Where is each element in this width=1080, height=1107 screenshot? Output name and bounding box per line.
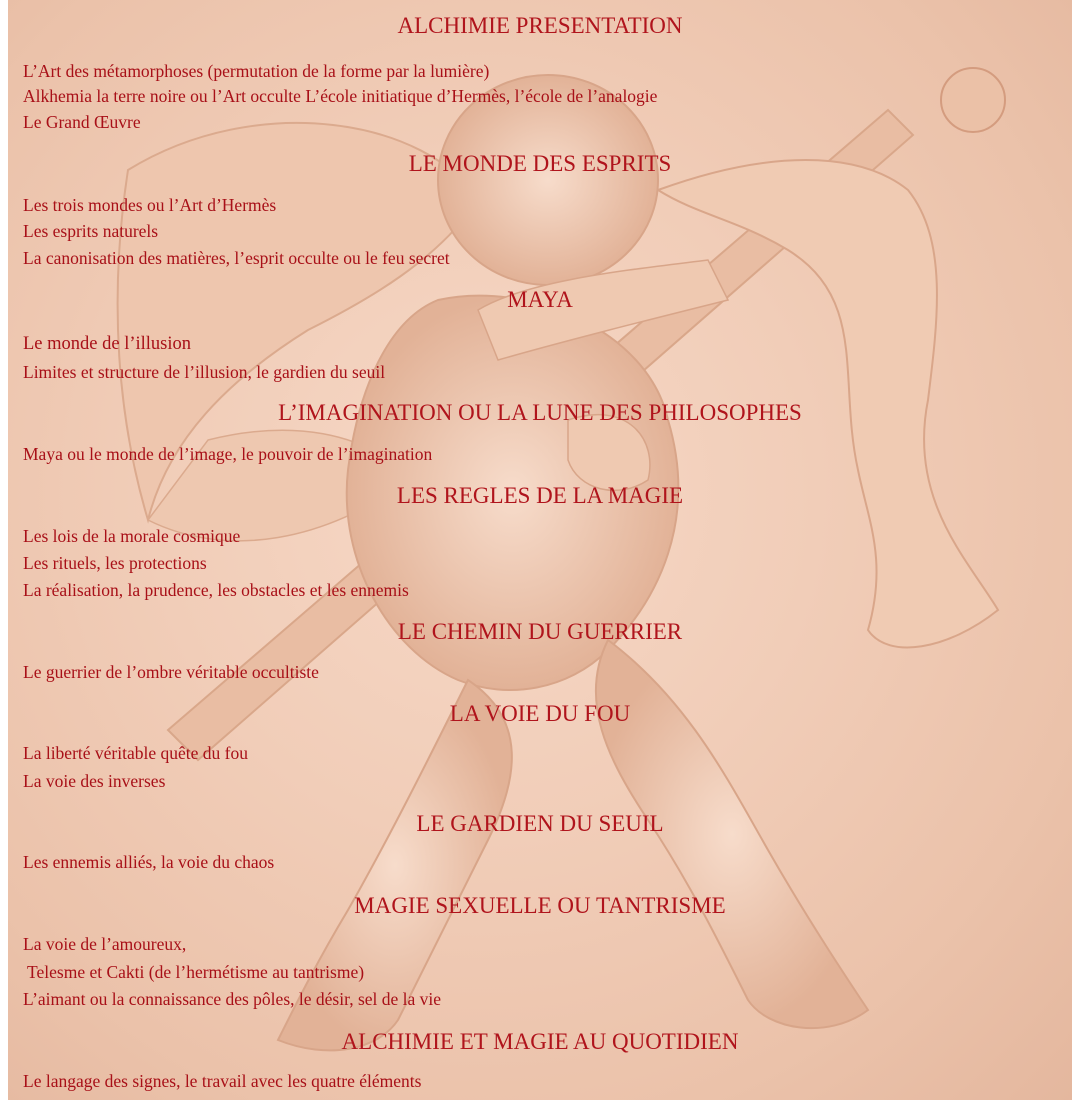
- section-line: Maya ou le monde de l’image, le pouvoir de l’imagination: [23, 444, 433, 464]
- section-line: L’Art des métamorphoses (permutation de la forme par la lumière): [23, 61, 490, 81]
- section-line: Limites et structure de l’illusion, le gardien du seuil: [23, 362, 386, 382]
- section-line: Le guerrier de l’ombre véritable occultiste: [23, 662, 319, 682]
- section-title-imagination: L’IMAGINATION OU LA LUNE DES PHILOSOPHES: [278, 400, 802, 425]
- section-line: Le Grand Œuvre: [23, 112, 141, 132]
- section-line: Le monde de l’illusion: [23, 334, 192, 354]
- section-title-gardien-du-seuil: LE GARDIEN DU SEUIL: [416, 811, 664, 836]
- section-line: La canonisation des matières, l’esprit occulte ou le feu secret: [23, 248, 450, 268]
- section-line: Les esprits naturels: [23, 221, 159, 241]
- section-title-voie-du-fou: LA VOIE DU FOU: [449, 701, 631, 726]
- section-line: Le langage des signes, le travail avec les quatre éléments: [23, 1071, 422, 1091]
- section-title-regles-de-la-magie: LES REGLES DE LA MAGIE: [396, 483, 684, 508]
- section-line: La réalisation, la prudence, les obstacles et les ennemis: [23, 580, 409, 600]
- section-title-alchimie-au-quotidien: ALCHIMIE ET MAGIE AU QUOTIDIEN: [341, 1029, 739, 1054]
- section-line: La liberté véritable quête du fou: [23, 743, 248, 763]
- section-title-chemin-du-guerrier: LE CHEMIN DU GUERRIER: [397, 619, 683, 644]
- section-line: La voie de l’amoureux,: [23, 934, 187, 954]
- section-title-alchimie-presentation: ALCHIMIE PRESENTATION: [397, 13, 683, 38]
- section-line: Telesme et Cakti (de l’hermétisme au tantrisme): [23, 962, 365, 982]
- section-line: Alkhemia la terre noire ou l’Art occulte L’école initiatique d’Hermès, l’école de l’analogie: [23, 86, 658, 106]
- section-title-magie-sexuelle: MAGIE SEXUELLE OU TANTRISME: [354, 893, 726, 918]
- section-line: La voie des inverses: [23, 771, 166, 791]
- section-line: Les rituels, les protections: [23, 553, 207, 573]
- section-line: L’aimant ou la connaissance des pôles, le désir, sel de la vie: [23, 989, 442, 1009]
- section-title-maya: MAYA: [507, 287, 573, 312]
- section-line: Les lois de la morale cosmique: [23, 526, 241, 546]
- section-line: Les ennemis alliés, la voie du chaos: [23, 852, 275, 872]
- section-title-monde-des-esprits: LE MONDE DES ESPRITS: [408, 151, 672, 176]
- section-line: Les trois mondes ou l’Art d’Hermès: [23, 195, 277, 215]
